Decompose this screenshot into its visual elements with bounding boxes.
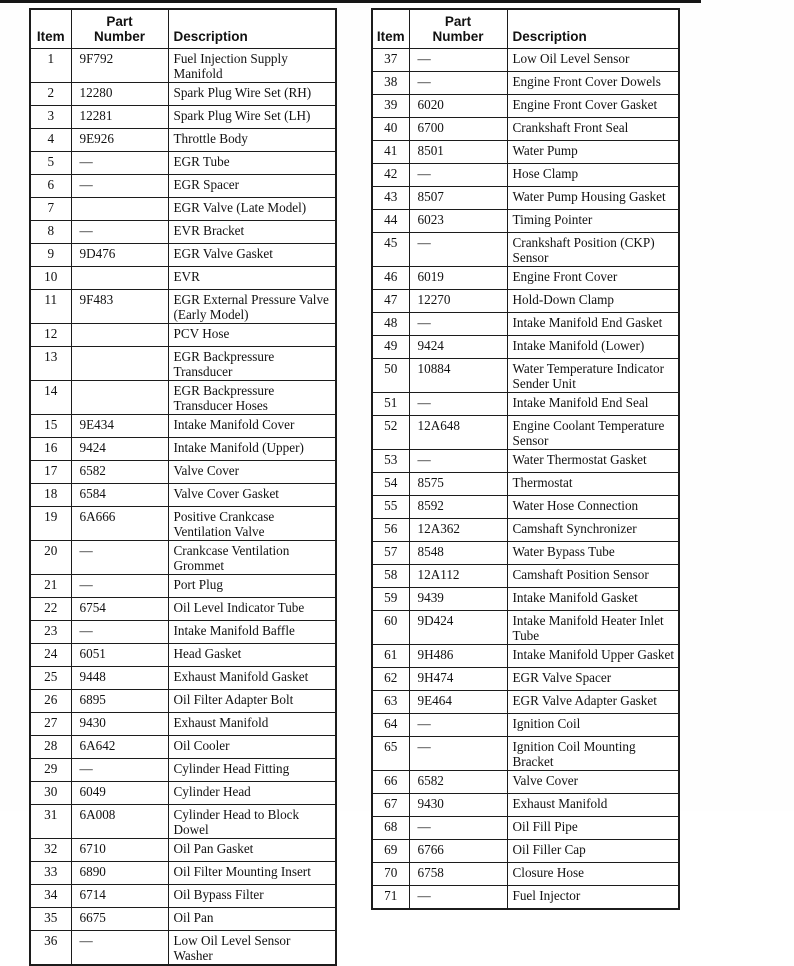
description-cell: Hold-Down Clamp	[507, 290, 679, 313]
part-number-cell: 12A648	[409, 416, 507, 450]
description-cell: Intake Manifold Cover	[168, 415, 336, 438]
table-row	[372, 691, 679, 714]
item-cell: 44	[372, 210, 409, 233]
part-number-cell: 6582	[409, 771, 507, 794]
table-row	[30, 862, 336, 885]
part-number-cell: 6890	[71, 862, 168, 885]
description-cell: Fuel Injection Supply Manifold	[168, 49, 336, 83]
description-cell: EVR Bracket	[168, 221, 336, 244]
item-cell: 49	[372, 336, 409, 359]
description-cell: Exhaust Manifold Gasket	[168, 667, 336, 690]
part-number-cell: 6A666	[71, 507, 168, 541]
table-row	[30, 805, 336, 839]
table-row	[30, 244, 336, 267]
description-cell: Crankcase Ventilation Grommet	[168, 541, 336, 575]
table-row	[372, 473, 679, 496]
table-row	[372, 267, 679, 290]
part-number-cell: —	[409, 233, 507, 267]
table-row	[30, 598, 336, 621]
item-cell: 30	[30, 782, 71, 805]
item-cell: 29	[30, 759, 71, 782]
table-row	[372, 496, 679, 519]
item-cell: 9	[30, 244, 71, 267]
item-cell: 34	[30, 885, 71, 908]
part-number-cell: —	[71, 575, 168, 598]
description-cell: Valve Cover	[168, 461, 336, 484]
table-row	[372, 771, 679, 794]
description-cell: Water Temperature Indicator Sender Unit	[507, 359, 679, 393]
part-number-cell: —	[71, 152, 168, 175]
description-cell: Camshaft Position Sensor	[507, 565, 679, 588]
description-cell: EGR Tube	[168, 152, 336, 175]
description-cell: Oil Fill Pipe	[507, 817, 679, 840]
item-cell: 22	[30, 598, 71, 621]
part-number-cell: —	[409, 313, 507, 336]
part-number-cell: 12A112	[409, 565, 507, 588]
description-cell: Water Hose Connection	[507, 496, 679, 519]
table-row	[372, 519, 679, 542]
description-cell: Camshaft Synchronizer	[507, 519, 679, 542]
description-cell: Fuel Injector	[507, 886, 679, 910]
description-cell: Cylinder Head Fitting	[168, 759, 336, 782]
item-cell: 15	[30, 415, 71, 438]
table-row	[372, 359, 679, 393]
table-row	[372, 233, 679, 267]
part-number-cell: 9D424	[409, 611, 507, 645]
item-cell: 3	[30, 106, 71, 129]
description-cell: Oil Bypass Filter	[168, 885, 336, 908]
table-row	[372, 817, 679, 840]
part-number-cell	[71, 381, 168, 415]
item-cell: 48	[372, 313, 409, 336]
description-cell: Oil Pan Gasket	[168, 839, 336, 862]
item-cell: 13	[30, 347, 71, 381]
part-number-cell: 9430	[71, 713, 168, 736]
table-row	[372, 565, 679, 588]
item-cell: 11	[30, 290, 71, 324]
table-row	[30, 129, 336, 152]
header-item: Item	[30, 9, 71, 49]
item-cell: 36	[30, 931, 71, 966]
item-cell: 31	[30, 805, 71, 839]
description-cell: EVR	[168, 267, 336, 290]
part-number-cell	[71, 324, 168, 347]
header-item: Item	[372, 9, 409, 49]
table-row	[372, 611, 679, 645]
table-row	[30, 461, 336, 484]
part-number-cell: —	[409, 49, 507, 72]
table-row	[372, 588, 679, 611]
table-row	[30, 267, 336, 290]
table-row	[30, 667, 336, 690]
table-row	[30, 83, 336, 106]
item-cell: 37	[372, 49, 409, 72]
item-cell: 61	[372, 645, 409, 668]
description-cell: Intake Manifold (Upper)	[168, 438, 336, 461]
description-cell: EGR Backpressure Transducer	[168, 347, 336, 381]
item-cell: 50	[372, 359, 409, 393]
description-cell: Water Bypass Tube	[507, 542, 679, 565]
table-row	[372, 313, 679, 336]
part-number-cell: 9E464	[409, 691, 507, 714]
item-cell: 54	[372, 473, 409, 496]
table-row	[372, 737, 679, 771]
item-cell: 62	[372, 668, 409, 691]
description-cell: Engine Front Cover Gasket	[507, 95, 679, 118]
item-cell: 18	[30, 484, 71, 507]
description-cell: Exhaust Manifold	[168, 713, 336, 736]
description-cell: Intake Manifold Upper Gasket	[507, 645, 679, 668]
part-number-cell: 6766	[409, 840, 507, 863]
item-cell: 47	[372, 290, 409, 313]
item-cell: 42	[372, 164, 409, 187]
item-cell: 19	[30, 507, 71, 541]
table-row	[30, 106, 336, 129]
description-cell: Spark Plug Wire Set (LH)	[168, 106, 336, 129]
part-number-cell	[71, 267, 168, 290]
part-number-cell: —	[409, 714, 507, 737]
item-cell: 5	[30, 152, 71, 175]
item-cell: 55	[372, 496, 409, 519]
part-number-cell: —	[409, 164, 507, 187]
table-row	[372, 416, 679, 450]
item-cell: 60	[372, 611, 409, 645]
table-row	[372, 840, 679, 863]
description-cell: Closure Hose	[507, 863, 679, 886]
item-cell: 27	[30, 713, 71, 736]
description-cell: Intake Manifold End Seal	[507, 393, 679, 416]
item-cell: 57	[372, 542, 409, 565]
table-row	[30, 49, 336, 83]
part-number-cell: 6895	[71, 690, 168, 713]
table-row	[30, 221, 336, 244]
part-number-cell: —	[71, 175, 168, 198]
table-row	[30, 644, 336, 667]
table-row	[372, 164, 679, 187]
description-cell: EGR Valve (Late Model)	[168, 198, 336, 221]
description-cell: Intake Manifold (Lower)	[507, 336, 679, 359]
item-cell: 28	[30, 736, 71, 759]
part-number-cell: 6582	[71, 461, 168, 484]
item-cell: 8	[30, 221, 71, 244]
description-cell: Crankshaft Position (CKP) Sensor	[507, 233, 679, 267]
description-cell: PCV Hose	[168, 324, 336, 347]
part-number-cell	[71, 198, 168, 221]
item-cell: 32	[30, 839, 71, 862]
part-number-cell: —	[409, 886, 507, 910]
item-cell: 21	[30, 575, 71, 598]
part-number-cell: 6049	[71, 782, 168, 805]
part-number-cell: 6675	[71, 908, 168, 931]
part-number-cell: 10884	[409, 359, 507, 393]
description-cell: Exhaust Manifold	[507, 794, 679, 817]
description-cell: Cylinder Head to Block Dowel	[168, 805, 336, 839]
item-cell: 25	[30, 667, 71, 690]
description-cell: Low Oil Level Sensor	[507, 49, 679, 72]
table-row	[30, 507, 336, 541]
part-number-cell: 6A642	[71, 736, 168, 759]
item-cell: 53	[372, 450, 409, 473]
item-cell: 6	[30, 175, 71, 198]
description-cell: Oil Pan	[168, 908, 336, 931]
description-cell: Intake Manifold Gasket	[507, 588, 679, 611]
item-cell: 17	[30, 461, 71, 484]
table-row	[30, 324, 336, 347]
description-cell: EGR Spacer	[168, 175, 336, 198]
description-cell: Intake Manifold End Gasket	[507, 313, 679, 336]
item-cell: 64	[372, 714, 409, 737]
item-cell: 52	[372, 416, 409, 450]
parts-table-left	[29, 8, 337, 966]
header-description: Description	[168, 9, 336, 49]
description-cell: Timing Pointer	[507, 210, 679, 233]
item-cell: 14	[30, 381, 71, 415]
part-number-cell: 9448	[71, 667, 168, 690]
part-number-cell	[71, 347, 168, 381]
header-row	[30, 9, 336, 49]
parts-table-right	[371, 8, 680, 910]
table-row	[30, 713, 336, 736]
description-cell: Ignition Coil Mounting Bracket	[507, 737, 679, 771]
item-cell: 2	[30, 83, 71, 106]
part-number-cell: —	[409, 450, 507, 473]
table-row	[372, 141, 679, 164]
part-number-cell: —	[71, 931, 168, 966]
part-number-cell: —	[71, 221, 168, 244]
item-cell: 10	[30, 267, 71, 290]
table-row	[30, 541, 336, 575]
part-number-cell: 9E926	[71, 129, 168, 152]
description-cell: Thermostat	[507, 473, 679, 496]
table-row	[30, 782, 336, 805]
item-cell: 20	[30, 541, 71, 575]
part-number-cell: 6710	[71, 839, 168, 862]
item-cell: 40	[372, 118, 409, 141]
description-cell: Oil Filter Adapter Bolt	[168, 690, 336, 713]
part-number-cell: 9D476	[71, 244, 168, 267]
part-number-cell: 9H474	[409, 668, 507, 691]
item-cell: 59	[372, 588, 409, 611]
header-part-number: Part Number	[71, 9, 168, 49]
table-row	[372, 336, 679, 359]
item-cell: 69	[372, 840, 409, 863]
part-number-cell: —	[71, 621, 168, 644]
part-number-cell: —	[409, 817, 507, 840]
description-cell: Engine Coolant Temperature Sensor	[507, 416, 679, 450]
part-number-cell: 12280	[71, 83, 168, 106]
table-row	[30, 290, 336, 324]
part-number-cell: 9424	[409, 336, 507, 359]
table-row	[372, 72, 679, 95]
description-cell: Water Pump Housing Gasket	[507, 187, 679, 210]
item-cell: 26	[30, 690, 71, 713]
table-row	[30, 736, 336, 759]
part-number-cell: 9H486	[409, 645, 507, 668]
part-number-cell: 6700	[409, 118, 507, 141]
part-number-cell: 6714	[71, 885, 168, 908]
part-number-cell: 6584	[71, 484, 168, 507]
part-number-cell: 6019	[409, 267, 507, 290]
table-row	[30, 484, 336, 507]
part-number-cell: 9430	[409, 794, 507, 817]
description-cell: Spark Plug Wire Set (RH)	[168, 83, 336, 106]
table-row	[30, 575, 336, 598]
part-number-cell: 8548	[409, 542, 507, 565]
table-row	[30, 438, 336, 461]
table-row	[372, 393, 679, 416]
item-cell: 70	[372, 863, 409, 886]
part-number-cell: 12A362	[409, 519, 507, 542]
description-cell: Oil Level Indicator Tube	[168, 598, 336, 621]
table-row	[372, 542, 679, 565]
item-cell: 63	[372, 691, 409, 714]
item-cell: 67	[372, 794, 409, 817]
description-cell: Oil Cooler	[168, 736, 336, 759]
item-cell: 35	[30, 908, 71, 931]
description-cell: Intake Manifold Baffle	[168, 621, 336, 644]
table-row	[372, 794, 679, 817]
description-cell: Positive Crankcase Ventilation Valve	[168, 507, 336, 541]
description-cell: EGR Valve Adapter Gasket	[507, 691, 679, 714]
part-number-cell: 6A008	[71, 805, 168, 839]
part-number-cell: 8575	[409, 473, 507, 496]
item-cell: 45	[372, 233, 409, 267]
part-number-cell: 9F483	[71, 290, 168, 324]
table-row	[30, 175, 336, 198]
description-cell: Engine Front Cover	[507, 267, 679, 290]
item-cell: 7	[30, 198, 71, 221]
part-number-cell: 8592	[409, 496, 507, 519]
table-row	[372, 645, 679, 668]
description-cell: Crankshaft Front Seal	[507, 118, 679, 141]
table-row	[30, 690, 336, 713]
table-row	[372, 450, 679, 473]
part-number-cell: —	[409, 393, 507, 416]
item-cell: 38	[372, 72, 409, 95]
part-number-cell: 6051	[71, 644, 168, 667]
table-row	[30, 885, 336, 908]
item-cell: 4	[30, 129, 71, 152]
part-number-cell: —	[71, 759, 168, 782]
item-cell: 46	[372, 267, 409, 290]
description-cell: Hose Clamp	[507, 164, 679, 187]
description-cell: Throttle Body	[168, 129, 336, 152]
description-cell: Valve Cover Gasket	[168, 484, 336, 507]
description-cell: EGR Valve Gasket	[168, 244, 336, 267]
part-number-cell: 9F792	[71, 49, 168, 83]
part-number-cell: 6758	[409, 863, 507, 886]
description-cell: Port Plug	[168, 575, 336, 598]
part-number-cell: —	[409, 72, 507, 95]
item-cell: 56	[372, 519, 409, 542]
description-cell: Valve Cover	[507, 771, 679, 794]
header-part-number: Part Number	[409, 9, 507, 49]
part-number-cell: 6020	[409, 95, 507, 118]
table-row	[30, 908, 336, 931]
item-cell: 41	[372, 141, 409, 164]
description-cell: Low Oil Level Sensor Washer	[168, 931, 336, 966]
table-row	[30, 759, 336, 782]
table-row	[372, 886, 679, 910]
item-cell: 33	[30, 862, 71, 885]
table-row	[30, 931, 336, 966]
part-number-cell: 8507	[409, 187, 507, 210]
item-cell: 43	[372, 187, 409, 210]
description-cell: Oil Filler Cap	[507, 840, 679, 863]
description-cell: Intake Manifold Heater Inlet Tube	[507, 611, 679, 645]
item-cell: 71	[372, 886, 409, 910]
item-cell: 65	[372, 737, 409, 771]
table-row	[372, 668, 679, 691]
table-row	[372, 49, 679, 72]
part-number-cell: 9E434	[71, 415, 168, 438]
table-row	[30, 415, 336, 438]
table-row	[372, 118, 679, 141]
part-number-cell: 6754	[71, 598, 168, 621]
description-cell: EGR Valve Spacer	[507, 668, 679, 691]
table-row	[372, 95, 679, 118]
part-number-cell: 8501	[409, 141, 507, 164]
part-number-cell: —	[409, 737, 507, 771]
item-cell: 39	[372, 95, 409, 118]
item-cell: 1	[30, 49, 71, 83]
description-cell: Head Gasket	[168, 644, 336, 667]
table-row	[30, 621, 336, 644]
header-description: Description	[507, 9, 679, 49]
header-row	[372, 9, 679, 49]
description-cell: Ignition Coil	[507, 714, 679, 737]
part-number-cell: 6023	[409, 210, 507, 233]
description-cell: Engine Front Cover Dowels	[507, 72, 679, 95]
table-row	[372, 187, 679, 210]
item-cell: 23	[30, 621, 71, 644]
description-cell: EGR External Pressure Valve (Early Model)	[168, 290, 336, 324]
table-row	[30, 198, 336, 221]
description-cell: EGR Backpressure Transducer Hoses	[168, 381, 336, 415]
table-row	[30, 347, 336, 381]
item-cell: 68	[372, 817, 409, 840]
table-row	[30, 839, 336, 862]
part-number-cell: —	[71, 541, 168, 575]
table-row	[372, 210, 679, 233]
description-cell: Water Thermostat Gasket	[507, 450, 679, 473]
table-row	[372, 290, 679, 313]
table-row	[372, 863, 679, 886]
part-number-cell: 12270	[409, 290, 507, 313]
item-cell: 12	[30, 324, 71, 347]
top-rule-divider	[0, 0, 701, 3]
description-cell: Water Pump	[507, 141, 679, 164]
part-number-cell: 12281	[71, 106, 168, 129]
item-cell: 16	[30, 438, 71, 461]
item-cell: 51	[372, 393, 409, 416]
description-cell: Oil Filter Mounting Insert	[168, 862, 336, 885]
description-cell: Cylinder Head	[168, 782, 336, 805]
item-cell: 24	[30, 644, 71, 667]
item-cell: 58	[372, 565, 409, 588]
item-cell: 66	[372, 771, 409, 794]
part-number-cell: 9439	[409, 588, 507, 611]
table-row	[30, 381, 336, 415]
table-row	[372, 714, 679, 737]
table-row	[30, 152, 336, 175]
part-number-cell: 9424	[71, 438, 168, 461]
